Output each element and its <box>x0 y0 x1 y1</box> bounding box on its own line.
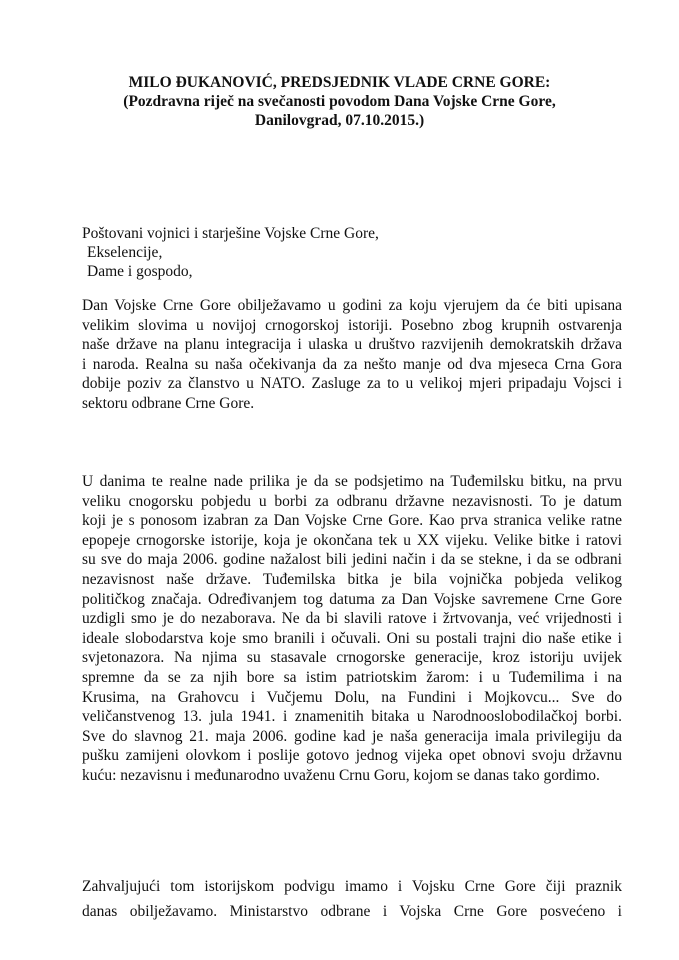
heading-line: (Pozdravna riječ na svečanosti povodom Dana Vojske Crne Gore, <box>123 93 556 110</box>
text-line: su sve do maja 2006. godine nažalost bili jedini način i da se stekne, i da se odbrani <box>82 551 622 569</box>
text-line: Dan Vojske Crne Gore obilježavamo u godini za koju vjerujem da će biti upisana <box>82 297 622 314</box>
text-line: Sve do slavnog 21. maja 2006. godine kad je naša generacija imala privilegiju da <box>82 727 622 745</box>
text-line: naše države na planu integracija i ulaska u društvo razvijenih demokratskih država <box>82 336 622 354</box>
salutation-line: Ekselencije, <box>87 244 163 261</box>
text-line: svjetonazora. Na njima su stasavale crnogorske generacije, kroz istoriju uvijek <box>82 649 622 667</box>
text-line: ideale slobodarstva koje smo branili i očuvali. Oni su postali trajni dio naše etike i <box>82 629 622 647</box>
text-line: epopeje crnogorske istorije, koja je okončana tek u XX vijeku. Velike bitke i ratovi <box>82 531 622 549</box>
text-line: kuću: nezavisnu i međunarodno uvaženu Crnu Goru, kojom se danas tako gordimo. <box>82 767 600 784</box>
text-line: i naroda. Realna su naša očekivanja da za nešto manje od dva mjeseca Crna Gora <box>82 355 622 373</box>
salutation-line: Poštovani vojnici i starješine Vojske Crne Gore, <box>82 225 379 242</box>
text-line: nezavisnost naše države. Tuđemilska bitka je bila vojnička pobjeda velikog <box>82 571 622 588</box>
text-line: sektoru odbrane Crne Gore. <box>82 395 255 412</box>
text-line: danas obilježavamo. Ministarstvo odbrane i Vojska Crne Gore posvećeno i <box>82 902 622 920</box>
text-line: koji je s ponosom izabran za Dan Vojske Crne Gore. Kao prva stranica velike ratne <box>82 512 622 530</box>
heading-line: Danilovgrad, 07.10.2015.) <box>254 112 425 129</box>
text-line: veličanstvenog 13. jula 1941. i znamenitih bitaka u Narodnooslobodilačkoj borbi. <box>82 708 622 726</box>
text-line: pušku zamijeni olovkom i poslije gotovo jednog vijeka opet obnovi svoju državnu <box>82 747 622 765</box>
text-line: dobije poziv za članstvo u NATO. Zasluge za to u velikoj mjeri pripadaju Vojsci i <box>82 375 622 393</box>
text-line: uzdigli smo je do nezaborava. Ne da bi slavili ratove i žrtvovanja, već vrijednosti i <box>82 610 622 628</box>
text-line: velikim slovima u novijoj crnogorskoj istoriji. Posebno zbog krupnih ostvarenja <box>82 316 622 334</box>
text-line: U danima te realne nade prilika je da se podsjetimo na Tuđemilsku bitku, na prvu <box>82 473 622 490</box>
heading-line: MILO ĐUKANOVIĆ, PREDSJEDNIK VLADE CRNE GORE: <box>128 74 551 91</box>
salutation-line: Dame i gospodo, <box>87 263 193 280</box>
text-line: političkog značaja. Određivanjem tog datuma za Dan Vojske savremene Crne Gore <box>82 590 622 608</box>
text-line: Krusima, na Grahovcu i Vučjemu Dolu, na Fundini i Mojkovcu... Sve do <box>82 688 622 706</box>
text-line: Zahvaljujući tom istorijskom podvigu imamo i Vojsku Crne Gore čiji praznik <box>82 878 622 895</box>
text-line: veliku cnogorsku pobjedu u borbi za odbranu državne nezavisnosti. To je datum <box>82 492 622 510</box>
text-line: spremne da se za njih bore sa istim patriotskim žarom: i u Tuđemilima i na <box>82 669 622 686</box>
